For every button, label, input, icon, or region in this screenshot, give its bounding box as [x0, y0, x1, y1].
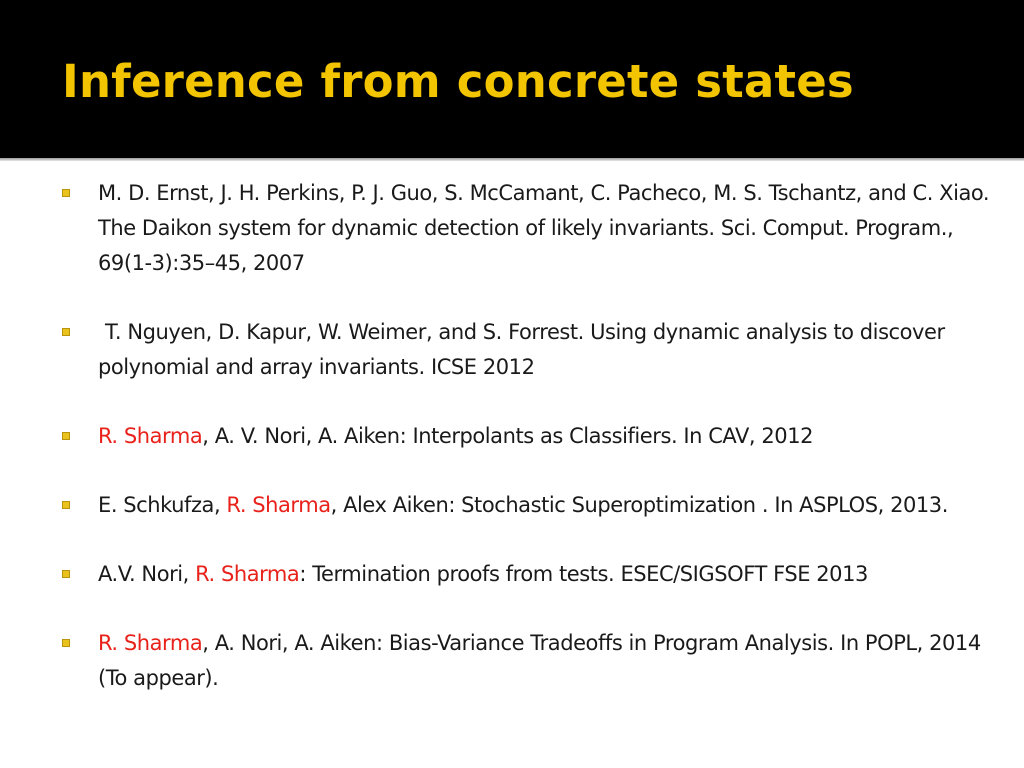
square-bullet-icon [62, 639, 70, 647]
square-bullet-icon [62, 432, 70, 440]
reference-text-before: A.V. Nori, [98, 562, 196, 586]
reference-text-before: E. Schkufza, [98, 493, 227, 517]
reference-item [60, 557, 1010, 592]
slide-title: Inference from concrete states [62, 55, 854, 108]
title-bar [0, 0, 1024, 158]
reference-text: , A. V. Nori, A. Aiken: Interpolants as Classifiers. In CAV, 2012 [202, 424, 814, 448]
reference-item [60, 419, 1010, 454]
highlighted-author: R. Sharma [98, 631, 203, 655]
highlighted-author: R. Sharma [226, 493, 331, 517]
square-bullet-icon [62, 570, 70, 578]
reference-text: : Termination proofs from tests. ESEC/SIGSOFT FSE 2013 [299, 562, 868, 586]
reference-text: , A. Nori, A. Aiken: Bias-Variance Tradeoffs in Program Analysis. In POPL, 2014 (To appear). [98, 631, 981, 690]
reference-text: T. Nguyen, D. Kapur, W. Weimer, and S. Forrest. Using dynamic analysis to discover polynomial and array invariants. ICSE 2012 [98, 320, 945, 379]
square-bullet-icon [62, 501, 70, 509]
highlighted-author: R. Sharma [195, 562, 300, 586]
square-bullet-icon [62, 189, 70, 197]
reference-text: M. D. Ernst, J. H. Perkins, P. J. Guo, S. McCamant, C. Pacheco, M. S. Tschantz, and C. Xiao. The Daikon system for dynamic detection of likely invariants. Sci. Comput. Program., 69(1-3):35–45, 2007 [98, 181, 990, 275]
reference-item [60, 626, 1010, 696]
reference-item [60, 176, 1010, 281]
highlighted-author: R. Sharma [98, 424, 203, 448]
reference-item [60, 488, 1010, 523]
square-bullet-icon [62, 328, 70, 336]
reference-list [60, 176, 1010, 696]
reference-item [60, 315, 1010, 385]
reference-text: , Alex Aiken: Stochastic Superoptimization . In ASPLOS, 2013. [330, 493, 948, 517]
